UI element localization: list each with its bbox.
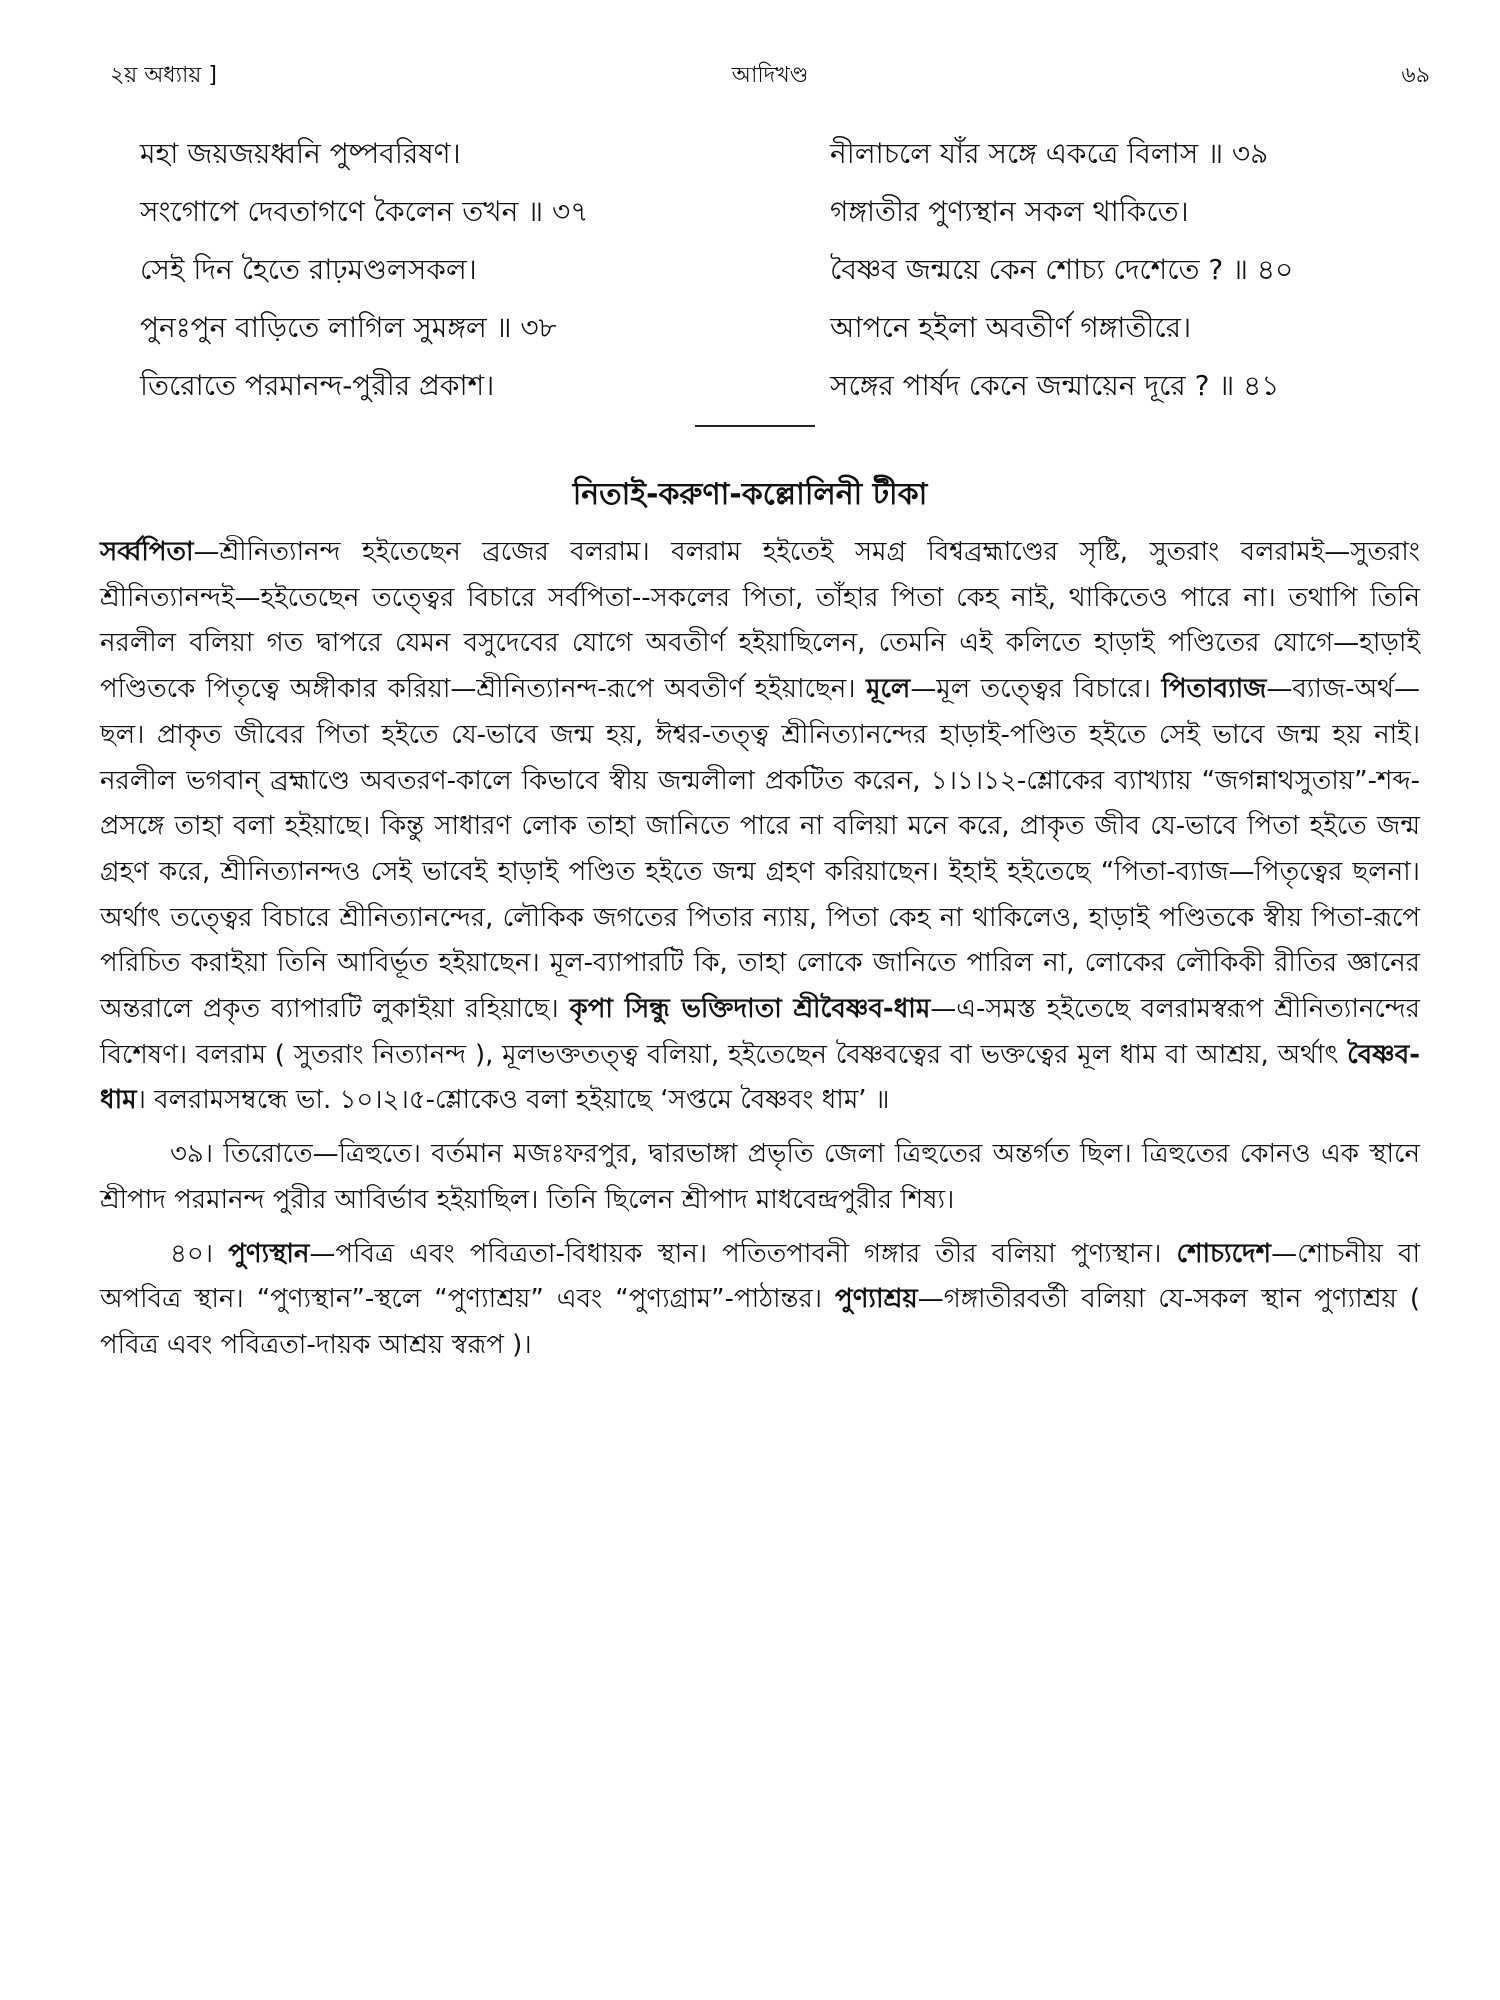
term: পুণ্যাশ্রয় [835, 1284, 918, 1315]
text: ৩৯। তিরোতে—ত্রিহুতে। বর্তমান মজঃফরপুর, দ্বারভাঙ্গা প্রভৃতি জেলা ত্রিহুতের অন্তর্গত ছিল। ত্রিহুতের কোনও এক স্থানে শ্রীপাদ পরমানন্দ পুরীর আবির্ভাব হইয়াছিল। তিনি ছিলেন শ্রীপাদ মাধবেন্দ্রপুরীর শিষ্য। [100, 1139, 1420, 1215]
verse-line: আপনে হইলা অবতীর্ণ গঙ্গাতীরে। [830, 311, 1192, 344]
text: । বলরামসম্বন্ধে ভা. ১০।২।৫-শ্লোকেও বলা হইয়াছে ‘সপ্তমে বৈষ্ণবং ধাম’ ॥ [136, 1085, 890, 1116]
verse-line: বৈষ্ণব জন্ময়ে কেন শোচ্য দেশেতে ? ॥ ৪০ [830, 253, 1294, 286]
verse-column-left [140, 125, 750, 415]
verse-line: সঙ্গের পার্ষদ কেনে জন্মায়েন দূরে ? ॥ ৪১ [830, 369, 1280, 402]
verse-line: সংগোপে দেবতাগণে কৈলেন তখন ॥ ৩৭ [140, 195, 589, 228]
term: মূলে [866, 674, 911, 705]
verse-line: পুনঃপুন বাড়িতে লাগিল সুমঙ্গল ॥ ৩৮ [140, 311, 557, 344]
verse-line: সেই দিন হৈতে রাঢ়মণ্ডলসকল। [140, 253, 477, 286]
section-title: আদিখণ্ড [731, 63, 809, 88]
verse-line: মহা জয়জয়ধ্বনি পুষ্পবরিষণ। [140, 137, 461, 170]
term: পুণ্যস্থান [228, 1238, 310, 1269]
verse-number: ৪০। [170, 1238, 229, 1269]
text: —পবিত্র এবং পবিত্রতা-বিধায়ক স্থান। পতিতপাবনী গঙ্গার তীর বলিয়া পুণ্যস্থান। [309, 1238, 1177, 1269]
text: —মূল তত্ত্বের বিচারে। [910, 674, 1162, 705]
verse-block [140, 125, 1440, 415]
commentary-paragraph [100, 1132, 1420, 1223]
commentary-body [100, 530, 1420, 1369]
text: —ব্যাজ-অর্থ—ছল। প্রাকৃত জীবের পিতা হইতে যে-ভাবে জন্ম হয়, ঈশ্বর-তত্ত্ব শ্রীনিত্যানন্দের হাড়াই-পণ্ডিত হইতে সেই ভাবে জন্ম হয় নাই। নরলীল ভগবান্ ব্রহ্মাণ্ডে অবতরণ-কালে কিভাবে স্বীয় জন্মলীলা প্রকটিত করেন, ১।১।১২-শ্লোকের ব্যাখ্যায় “জগন্নাথসুতায়”-শব্দ-প্রসঙ্গে তাহা বলা হইয়াছে। কিন্তু সাধারণ লোক তাহা জানিতে পারে না বলিয়া মনে করে, প্রাকৃত জীব যে-ভাবে পিতা হইতে জন্ম গ্রহণ করে, শ্রীনিত্যানন্দও সেই ভাবেই হাড়াই পণ্ডিত হইতে জন্ম গ্রহণ করিয়াছেন। ইহাই হইতেছে “পিতা-ব্যাজ—পিতৃত্বের ছলনা। অর্থাৎ তত্ত্বের বিচারে শ্রীনিত্যানন্দের, লৌকিক জগতের পিতার ন্যায়, পিতা কেহ না থাকিলেও, হাড়াই পণ্ডিতকে স্বীয় পিতা-রূপে পরিচিত করাইয়া তিনি আবির্ভূত হইয়াছেন। মূল-ব্যাপারটি কি, তাহা লোকে জানিতে পারিল না, লোকের লৌকিকী রীতির জ্ঞানের অন্তরালে প্রকৃত ব্যাপারটি লুকাইয়া রহিয়াছে। [100, 674, 1420, 1025]
chapter-label: ২য় অধ্যায় ] [110, 63, 217, 88]
term: পিতাব্যাজ [1161, 674, 1267, 705]
verse-line: তিরোতে পরমানন্দ-পুরীর প্রকাশ। [140, 369, 495, 402]
page-header [110, 58, 1430, 98]
section-divider [695, 425, 815, 427]
verse-column-right [830, 125, 1440, 415]
commentary-paragraph [100, 530, 1420, 1124]
term: কৃপা সিন্ধু ভক্তিদাতা শ্রীবৈষ্ণব-ধাম [569, 994, 931, 1025]
commentary-title: নিতাই-করুণা-কল্লোলিনী টীকা [572, 477, 928, 512]
commentary-paragraph [100, 1232, 1420, 1369]
text: —শ্রীনিত্যানন্দ হইতেছেন ব্রজের বলরাম। বলরাম হইতেই সমগ্র বিশ্বব্রহ্মাণ্ডের সৃষ্টি, সুতরাং বলরামই—সুতরাং শ্রীনিত্যানন্দই—হইতেছেন তত্ত্বের বিচারে সর্বপিতা--সকলের পিতা, তাঁহার পিতা কেহ নাই, থাকিতেও পারে না। তথাপি তিনি নরলীল বলিয়া গত দ্বাপরে যেমন বসুদেবের যোগে অবতীর্ণ হইয়াছিলেন, তেমনি এই কলিতে হাড়াই পণ্ডিতের যোগে—হাড়াই পণ্ডিতকে পিতৃত্বে অঙ্গীকার করিয়া—শ্রীনিত্যানন্দ-রূপে অবতীর্ণ হইয়াছেন। [100, 537, 1420, 705]
verse-line: নীলাচলে যাঁর সঙ্গে একত্রে বিলাস ॥ ৩৯ [830, 137, 1269, 170]
term: শোচ্যদেশ [1176, 1238, 1272, 1269]
text: —গঙ্গাতীরবর্তী বলিয়া যে-সকল স্থান পুণ্যাশ্রয় ( পবিত্র এবং পবিত্রতা-দায়ক আশ্রয় স্বরূপ )। [100, 1284, 1420, 1360]
term: বৈষ্ণব-ধাম [100, 1039, 1420, 1116]
page-number: ৬৯ [1401, 63, 1430, 88]
term: সর্ব্বপিতা [100, 537, 194, 567]
text: —এ-সমস্ত হইতেছে বলরামস্বরূপ শ্রীনিত্যানন্দের বিশেষণ। বলরাম ( সুতরাং নিত্যানন্দ ), মূলভক্ততত্ত্ব বলিয়া, হইতেছেন বৈষ্ণবত্বের বা ভক্তত্বের মূল ধাম বা আশ্রয়, অর্থাৎ [100, 994, 1420, 1070]
verse-line: গঙ্গাতীর পুণ্যস্থান সকল থাকিতে। [830, 195, 1189, 228]
text: —শোচনীয় বা অপবিত্র স্থান। “পুণ্যস্থান”-স্থলে “পুণ্যাশ্রয়” এবং “পুণ্যগ্রাম”-পাঠান্তর। [100, 1238, 1420, 1315]
